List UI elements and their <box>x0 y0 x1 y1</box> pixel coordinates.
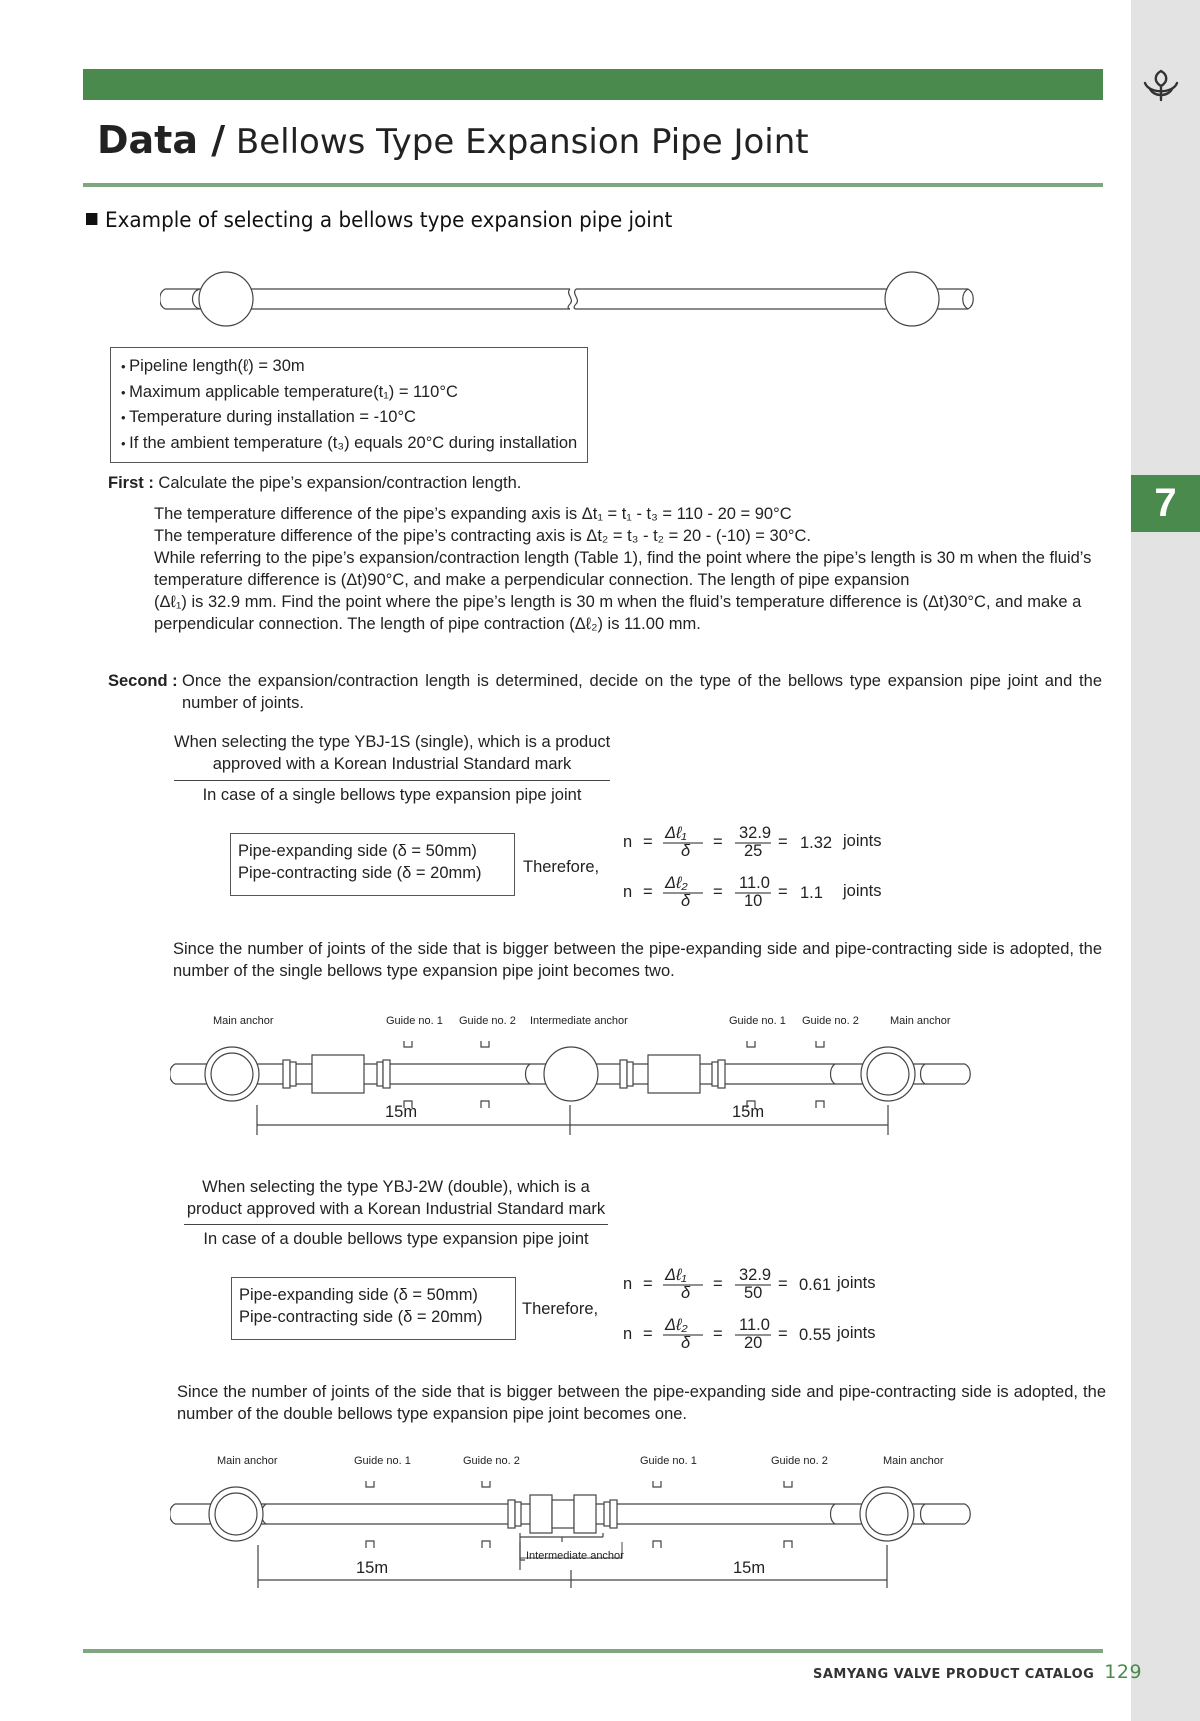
eq-n: n <box>623 1325 633 1343</box>
eq-value-numerator: 11.0 <box>739 1316 770 1334</box>
page-title <box>97 118 809 162</box>
double-selection-rule <box>184 1224 608 1225</box>
main-anchor-label: Main anchor <box>217 1455 278 1467</box>
single-contracting-side: Pipe-contracting side (δ = 20mm) <box>238 864 482 882</box>
given-list <box>111 348 587 456</box>
double-sides-box <box>231 1277 516 1340</box>
eq-value-numerator: 32.9 <box>739 824 772 842</box>
eq-unit: joints <box>843 882 882 900</box>
page-title-bold: Data / <box>97 118 226 162</box>
eq-denominator: δ <box>681 1334 691 1352</box>
single-equations <box>615 820 905 915</box>
double-joint-diagram <box>170 1450 980 1590</box>
eq-equals: = <box>713 1325 723 1343</box>
eq-equals: = <box>643 833 653 851</box>
single-sides-box <box>230 833 515 896</box>
given-item: • Maximum applicable temperature(t₁) = 110°C <box>121 380 587 406</box>
eq-value-denominator: 50 <box>744 1284 763 1302</box>
intermediate-anchor-label: Intermediate anchor <box>530 1015 628 1027</box>
double-case-label: In case of a double bellows type expansion pipe joint <box>203 1230 589 1248</box>
single-selection-text <box>174 731 610 775</box>
eq-equals: = <box>778 1325 788 1343</box>
eq-numerator: Δℓ₁ <box>665 824 687 842</box>
first-step-line: perpendicular connection. The length of pipe contraction (Δℓ₂) is 11.00 mm. <box>154 615 701 633</box>
single-case-label: In case of a single bellows type expansion pipe joint <box>202 786 582 804</box>
span-label: 15m <box>385 1103 418 1121</box>
double-selection-line: When selecting the type YBJ-2W (double), which is a <box>202 1178 590 1196</box>
page-footer <box>813 1661 1142 1683</box>
footer-catalog-name: SAMYANG VALVE PRODUCT CATALOG <box>813 1667 1095 1682</box>
span-label: 15m <box>732 1103 765 1121</box>
double-therefore: Therefore, <box>522 1300 599 1318</box>
eq-result: 1.1 <box>800 884 823 902</box>
first-step-body <box>154 503 1091 635</box>
double-selection-text <box>184 1176 608 1220</box>
pipeline-sketch <box>160 265 980 330</box>
given-item: • If the ambient temperature (t₃) equals 20°C during installation <box>121 431 587 457</box>
eq-unit: joints <box>843 832 882 850</box>
header-band <box>83 69 1103 100</box>
main-anchor-label: Main anchor <box>883 1455 944 1467</box>
section-heading <box>86 208 672 232</box>
single-selection-rule <box>174 780 610 781</box>
first-step-label: First : <box>108 474 154 492</box>
eq-numerator: Δℓ₁ <box>665 1266 687 1284</box>
double-contracting-side: Pipe-contracting side (δ = 20mm) <box>239 1308 483 1326</box>
first-step-line: (Δℓ₁) is 32.9 mm. Find the point where the pipe’s length is 30 m when the fluid’s temperature difference is (Δt)30°C, and make a <box>154 593 1082 611</box>
span-label: 15m <box>733 1559 766 1577</box>
page-number: 129 <box>1104 1661 1143 1683</box>
guide-1-label: Guide no. 1 <box>729 1015 786 1027</box>
eq-denominator: δ <box>681 892 691 910</box>
eq-equals: = <box>713 1275 723 1293</box>
second-step-label: Second : <box>108 672 178 690</box>
single-selection-line: When selecting the type YBJ-1S (single), which is a product <box>174 733 611 751</box>
sidebar-strip <box>1131 0 1200 1721</box>
guide-2-label: Guide no. 2 <box>802 1015 859 1027</box>
main-anchor-label: Main anchor <box>890 1015 951 1027</box>
eq-numerator: Δℓ₂ <box>665 1316 688 1334</box>
main-anchor-label: Main anchor <box>213 1015 274 1027</box>
given-item: • Pipeline length(ℓ) = 30m <box>121 354 587 380</box>
first-step-line: The temperature difference of the pipe’s contracting axis is Δt₂ = t₃ - t₂ = 20 - (-10) = 30°C. <box>154 527 811 545</box>
double-selection-line: product approved with a Korean Industrial Standard mark <box>186 1200 606 1218</box>
eq-denominator: δ <box>681 842 691 860</box>
eq-equals: = <box>713 833 723 851</box>
eq-equals: = <box>643 883 653 901</box>
eq-value-denominator: 25 <box>744 842 763 860</box>
first-step-line: While referring to the pipe’s expansion/contraction length (Table 1), find the point where the pipe’s length is 30 m when the fluid’s <box>154 549 1092 567</box>
eq-value-denominator: 20 <box>744 1334 763 1352</box>
eq-result: 1.32 <box>800 834 833 852</box>
guide-2-label: Guide no. 2 <box>459 1015 516 1027</box>
double-expanding-side: Pipe-expanding side (δ = 50mm) <box>239 1286 478 1304</box>
single-selection-line: approved with a Korean Industrial Standard mark <box>212 755 572 773</box>
bullet-square-icon <box>86 213 97 225</box>
title-divider <box>83 183 1103 187</box>
eq-value-numerator: 11.0 <box>739 874 770 892</box>
eq-n: n <box>623 883 633 901</box>
guide-1-label: Guide no. 1 <box>354 1455 411 1467</box>
intermediate-anchor-label: Intermediate anchor <box>526 1550 624 1562</box>
eq-value-numerator: 32.9 <box>739 1266 772 1284</box>
eq-denominator: δ <box>681 1284 691 1302</box>
double-conclusion: Since the number of joints of the side that is bigger between the pipe-expanding side and pipe-contracting side is adopted, the number of the double bellows type expansion pipe joint becomes one. <box>177 1383 1106 1424</box>
eq-equals: = <box>778 1275 788 1293</box>
span-label: 15m <box>356 1559 389 1577</box>
guide-1-label: Guide no. 1 <box>386 1015 443 1027</box>
footer-divider <box>83 1649 1103 1653</box>
page-title-rest: Bellows Type Expansion Pipe Joint <box>225 122 809 162</box>
guide-1-label: Guide no. 1 <box>640 1455 697 1467</box>
eq-numerator: Δℓ₂ <box>665 874 688 892</box>
single-expanding-side: Pipe-expanding side (δ = 50mm) <box>238 842 477 860</box>
eq-result: 0.55 <box>799 1326 832 1344</box>
eq-equals: = <box>643 1325 653 1343</box>
single-therefore: Therefore, <box>523 858 600 876</box>
single-conclusion: Since the number of joints of the side that is bigger between the pipe-expanding side and pipe-contracting side is adopted, the number of the single bellows type expansion pipe joint becomes two. <box>173 940 1102 981</box>
double-equations <box>615 1262 905 1357</box>
eq-equals: = <box>643 1275 653 1293</box>
eq-equals: = <box>778 833 788 851</box>
eq-value-denominator: 10 <box>744 892 763 910</box>
given-item: • Temperature during installation = -10°C <box>121 405 587 431</box>
guide-2-label: Guide no. 2 <box>771 1455 828 1467</box>
guide-2-label: Guide no. 2 <box>463 1455 520 1467</box>
eq-unit: joints <box>837 1274 876 1292</box>
samyang-logo-icon <box>1141 66 1181 106</box>
eq-n: n <box>623 833 633 851</box>
chapter-tab: 7 <box>1131 475 1200 532</box>
eq-unit: joints <box>837 1324 876 1342</box>
first-step-title: Calculate the pipe’s expansion/contraction length. <box>153 474 522 492</box>
second-step-text: Once the expansion/contraction length is determined, decide on the type of the bellows type expansion pipe joint and the number of joints. <box>182 672 1102 713</box>
first-step-line: temperature difference is (Δt)90°C, and make a perpendicular connection. The length of pipe expansion <box>154 571 910 589</box>
eq-equals: = <box>713 883 723 901</box>
first-step-line: The temperature difference of the pipe’s expanding axis is Δt₁ = t₁ - t₃ = 110 - 20 = 90°C <box>154 505 792 523</box>
eq-equals: = <box>778 883 788 901</box>
eq-result: 0.61 <box>799 1276 832 1294</box>
first-step-heading <box>108 472 521 494</box>
given-conditions-box <box>110 347 588 463</box>
eq-n: n <box>623 1275 633 1293</box>
single-joint-diagram <box>170 1010 980 1135</box>
section-heading-text: Example of selecting a bellows type expansion pipe joint <box>105 208 673 232</box>
